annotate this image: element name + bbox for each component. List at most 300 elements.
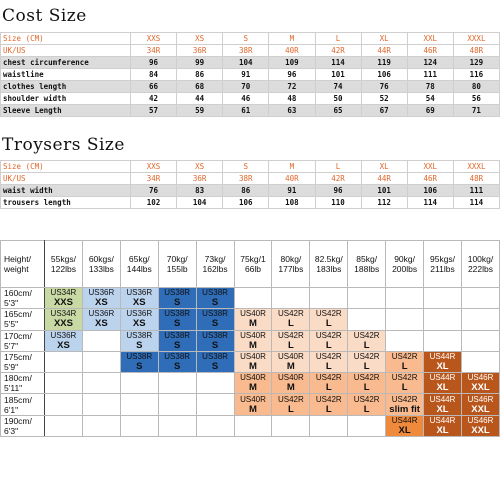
letter-size: L	[363, 361, 370, 373]
height-weight-size-chart	[0, 240, 500, 437]
us-size: US38R	[164, 288, 191, 298]
letter-size: M	[249, 403, 257, 415]
letter-size: XL	[436, 424, 449, 436]
height-row	[1, 330, 500, 351]
size-cell	[82, 351, 120, 372]
letter-size: L	[325, 361, 332, 373]
us-size: US36R	[50, 330, 77, 340]
cost-measure-value: 57	[131, 105, 177, 117]
weight-label: 75kg/1	[240, 254, 266, 264]
weight-label: 60kgs/	[88, 254, 114, 264]
size-cell	[82, 309, 120, 330]
size-cell	[45, 288, 83, 309]
height-label-line: 185cm/	[4, 394, 32, 405]
us-size: US40R	[240, 330, 266, 340]
cost-ukus-row-cell: 44R	[361, 45, 407, 57]
size-cell	[196, 288, 234, 309]
size-cell	[234, 309, 272, 330]
cost-ukus-row-cell: 40R	[269, 45, 315, 57]
size-cell	[120, 351, 158, 372]
trousers-measure-value: 104	[177, 197, 223, 209]
size-cell	[424, 415, 462, 436]
trousers-ukus-row-cell: 48R	[453, 173, 499, 185]
size-cell	[196, 415, 234, 436]
letter-size: XS	[132, 318, 146, 330]
us-size: US40R	[240, 373, 266, 383]
trousers-measure-label: trousers length	[1, 197, 131, 209]
weight-column-header	[234, 241, 272, 288]
weight-label: 90kg/	[394, 254, 415, 264]
letter-size: M	[249, 339, 257, 351]
size-cell	[386, 351, 424, 372]
letter-size: XXS	[53, 318, 73, 330]
trousers-measure-row	[1, 197, 500, 209]
us-size: US44R	[391, 415, 418, 425]
cost-measure-value: 71	[453, 105, 499, 117]
letter-size: L	[363, 382, 370, 394]
trousers-ukus-row	[1, 173, 500, 185]
size-cell	[120, 330, 158, 351]
us-size: US40R	[240, 352, 266, 362]
height-label-line: 5'11"	[4, 383, 23, 394]
size-cell	[120, 309, 158, 330]
weight-label: 85kg/	[356, 254, 378, 264]
us-size: US42R	[391, 373, 418, 383]
size-cell	[424, 330, 462, 351]
cost-measure-value: 116	[453, 69, 499, 81]
cost-measure-label: chest circumference	[1, 57, 131, 69]
cost-ukus-row-cell: 42R	[315, 45, 361, 57]
letter-size: L	[363, 339, 370, 351]
us-size: US38R	[164, 352, 191, 362]
letter-size: L	[325, 339, 332, 351]
trousers-ukus-row-cell: 40R	[269, 173, 315, 185]
trousers-measure-value: 102	[131, 197, 177, 209]
trousers-measure-value: 91	[269, 185, 315, 197]
height-label	[1, 394, 45, 415]
trousers-size-row-cell: L	[315, 161, 361, 173]
size-cell	[461, 330, 499, 351]
us-size: US36R	[88, 309, 115, 319]
us-size: US40R	[240, 309, 266, 319]
size-cell	[461, 288, 499, 309]
us-size: US38R	[202, 309, 228, 319]
letter-size: S	[211, 361, 219, 373]
size-cell	[310, 309, 348, 330]
weight-column-header	[348, 241, 386, 288]
cost-measure-value: 68	[177, 81, 223, 93]
us-size: US38R	[126, 330, 153, 340]
height-label	[1, 415, 45, 436]
letter-size: M	[249, 318, 257, 330]
size-cell	[386, 415, 424, 436]
letter-size: XXS	[53, 297, 73, 309]
size-cell	[82, 394, 120, 415]
letter-size: M	[249, 382, 257, 394]
size-cell	[120, 288, 158, 309]
trousers-ukus-row-cell: 36R	[177, 173, 223, 185]
letter-size: M	[249, 361, 257, 373]
cost-measure-value: 111	[407, 69, 453, 81]
size-cell	[158, 330, 196, 351]
letter-size: L	[325, 318, 332, 330]
weight-label: 188lbs	[354, 264, 380, 274]
trousers-measure-value: 76	[131, 185, 177, 197]
us-size: US34R	[50, 288, 77, 298]
height-weight-corner	[1, 241, 45, 288]
trousers-size-table	[0, 160, 500, 209]
cost-size-row-cell: L	[315, 33, 361, 45]
size-cell	[82, 288, 120, 309]
size-cell	[158, 373, 196, 394]
size-cell	[234, 351, 272, 372]
cost-ukus-row-cell: 36R	[177, 45, 223, 57]
weight-label: 100kg/	[467, 254, 494, 264]
trousers-measure-value: 114	[453, 197, 499, 209]
corner-label: Height/	[4, 254, 31, 264]
us-size: US44R	[429, 373, 456, 383]
us-size: US38R	[164, 309, 191, 319]
weight-label: 183lbs	[316, 264, 342, 274]
weight-column-header	[82, 241, 120, 288]
us-size: US42R	[353, 373, 380, 383]
size-cell	[424, 373, 462, 394]
size-cell	[310, 373, 348, 394]
us-size: US42R	[391, 352, 418, 362]
cost-measure-row	[1, 105, 500, 117]
trousers-measure-value: 112	[361, 197, 407, 209]
letter-size: L	[287, 318, 294, 330]
trousers-size-row-cell: XXXL	[453, 161, 499, 173]
letter-size: XXL	[471, 424, 490, 436]
size-cell	[424, 288, 462, 309]
height-label-line: 5'3"	[4, 298, 19, 309]
size-cell	[272, 351, 310, 372]
height-label-line: 175cm/	[4, 352, 32, 363]
height-row	[1, 288, 500, 309]
height-label-line: 5'9"	[4, 362, 19, 373]
us-size: US34R	[50, 309, 77, 319]
us-size: US42R	[353, 352, 380, 362]
trousers-size-row-cell: M	[269, 161, 315, 173]
corner-label: weight	[4, 264, 29, 274]
cost-measure-value: 66	[131, 81, 177, 93]
weight-label: 73kg/	[204, 254, 226, 264]
cost-size-row-cell: XXL	[407, 33, 453, 45]
size-cell	[461, 394, 499, 415]
cost-ukus-row-label: UK/US	[1, 45, 131, 57]
letter-size: XS	[95, 297, 108, 309]
height-label	[1, 351, 45, 372]
trousers-measure-value: 108	[269, 197, 315, 209]
cost-measure-row	[1, 69, 500, 81]
trousers-ukus-row-cell: 34R	[131, 173, 177, 185]
cost-size-row-cell: M	[269, 33, 315, 45]
weight-label: 82.5kg/	[314, 254, 343, 264]
trousers-size-row-cell: XXS	[131, 161, 177, 173]
cost-measure-value: 129	[453, 57, 499, 69]
letter-size: L	[363, 403, 370, 415]
cost-measure-value: 63	[269, 105, 315, 117]
cost-measure-value: 86	[177, 69, 223, 81]
size-cell	[424, 394, 462, 415]
letter-size: L	[401, 382, 408, 394]
us-size: US36R	[126, 288, 153, 298]
size-cell	[196, 309, 234, 330]
size-cell	[386, 394, 424, 415]
us-size: US42R	[391, 394, 418, 404]
cost-measure-value: 84	[131, 69, 177, 81]
cost-measure-value: 80	[453, 81, 499, 93]
cost-measure-value: 74	[315, 81, 361, 93]
trousers-size-row-cell: XL	[361, 161, 407, 173]
letter-size: L	[401, 361, 408, 373]
us-size: US44R	[429, 394, 456, 404]
height-label-line: 190cm/	[4, 415, 32, 426]
letter-size: S	[136, 339, 143, 351]
cost-size-title: Cost Size	[2, 6, 87, 26]
size-cell	[461, 373, 499, 394]
letter-size: S	[174, 339, 181, 351]
cost-measure-value: 106	[361, 69, 407, 81]
cost-measure-value: 50	[315, 93, 361, 105]
cost-measure-value: 59	[177, 105, 223, 117]
size-cell	[461, 415, 499, 436]
size-cell	[272, 415, 310, 436]
size-cell	[234, 373, 272, 394]
letter-size: S	[211, 297, 219, 309]
size-cell	[272, 394, 310, 415]
us-size: US42R	[315, 330, 342, 340]
us-size: US36R	[88, 288, 115, 298]
height-label	[1, 373, 45, 394]
cost-measure-value: 114	[315, 57, 361, 69]
trousers-measure-value: 114	[407, 197, 453, 209]
us-size: US36R	[126, 309, 153, 319]
cost-measure-value: 44	[177, 93, 223, 105]
size-cell	[310, 394, 348, 415]
us-size: US40R	[277, 373, 304, 383]
weight-label: 144lbs	[126, 264, 152, 274]
cost-measure-value: 76	[361, 81, 407, 93]
size-cell	[196, 330, 234, 351]
trousers-ukus-row-cell: 46R	[407, 173, 453, 185]
us-size: US42R	[353, 394, 380, 404]
trousers-size-row-cell: S	[223, 161, 269, 173]
cost-ukus-row-cell: 38R	[223, 45, 269, 57]
cost-size-row-cell: XS	[177, 33, 223, 45]
letter-size: XXL	[471, 403, 490, 415]
height-label	[1, 288, 45, 309]
trousers-measure-value: 83	[177, 185, 223, 197]
cost-size-row-cell: S	[223, 33, 269, 45]
trousers-measure-value: 111	[453, 185, 499, 197]
weight-header-row	[1, 241, 500, 288]
cost-measure-label: shoulder width	[1, 93, 131, 105]
letter-size: S	[211, 318, 219, 330]
size-cell	[272, 330, 310, 351]
size-cell	[424, 309, 462, 330]
weight-column-header	[158, 241, 196, 288]
cost-measure-value: 48	[269, 93, 315, 105]
weight-label: 133lbs	[88, 264, 114, 274]
height-label	[1, 309, 45, 330]
trousers-measure-value: 96	[315, 185, 361, 197]
size-cell	[234, 288, 272, 309]
trousers-measure-value: 101	[361, 185, 407, 197]
trousers-measure-value: 106	[223, 197, 269, 209]
us-size: US42R	[277, 394, 304, 404]
size-cell	[196, 373, 234, 394]
size-cell	[196, 351, 234, 372]
cost-size-row-label: Size (CM)	[1, 33, 131, 45]
cost-ukus-row-cell: 48R	[453, 45, 499, 57]
size-cell	[348, 309, 386, 330]
weight-column-header	[461, 241, 499, 288]
size-cell	[348, 351, 386, 372]
weight-label: 162lbs	[202, 264, 228, 274]
size-cell	[272, 309, 310, 330]
weight-label: 55kgs/	[50, 254, 76, 264]
size-cell	[196, 394, 234, 415]
size-cell	[234, 394, 272, 415]
size-cell	[120, 394, 158, 415]
size-cell	[272, 373, 310, 394]
us-size: US42R	[315, 309, 342, 319]
letter-size: L	[325, 403, 332, 415]
us-size: US42R	[353, 330, 380, 340]
trousers-ukus-row-cell: 38R	[223, 173, 269, 185]
cost-measure-row	[1, 81, 500, 93]
letter-size: S	[174, 318, 181, 330]
cost-ukus-row-cell: 46R	[407, 45, 453, 57]
us-size: US46R	[467, 394, 494, 404]
letter-size: XXL	[471, 382, 490, 394]
height-label-line: 165cm/	[4, 309, 32, 320]
us-size: US38R	[126, 352, 153, 362]
size-cell	[348, 288, 386, 309]
cost-measure-value: 124	[407, 57, 453, 69]
weight-column-header	[120, 241, 158, 288]
cost-measure-label: Sleeve Length	[1, 105, 131, 117]
letter-size: L	[287, 339, 294, 351]
trousers-measure-row	[1, 185, 500, 197]
height-label-line: 5'7"	[4, 340, 19, 351]
weight-label: 155lb	[166, 264, 188, 274]
cost-measure-value: 96	[131, 57, 177, 69]
cost-measure-value: 65	[315, 105, 361, 117]
size-cell	[45, 351, 83, 372]
weight-label: 177lbs	[278, 264, 304, 274]
size-cell	[348, 330, 386, 351]
cost-measure-value: 119	[361, 57, 407, 69]
cost-measure-value: 46	[223, 93, 269, 105]
cost-measure-value: 91	[223, 69, 269, 81]
letter-size: XL	[398, 424, 411, 436]
weight-label: 95kgs/	[429, 254, 456, 264]
size-cell	[45, 394, 83, 415]
height-label-line: 5'5"	[4, 319, 19, 330]
weight-label: 65kg/	[128, 254, 150, 264]
trousers-ukus-row-cell: 42R	[315, 173, 361, 185]
height-label-line: 180cm/	[4, 373, 32, 384]
cost-size-row-cell: XXS	[131, 33, 177, 45]
letter-size: S	[174, 361, 181, 373]
trousers-size-row-label: Size (CM)	[1, 161, 131, 173]
letter-size: L	[325, 382, 332, 394]
weight-column-header	[424, 241, 462, 288]
size-cell	[348, 415, 386, 436]
us-size: US42R	[315, 373, 342, 383]
size-cell	[45, 309, 83, 330]
weight-label: 80kg/	[280, 254, 302, 264]
size-cell	[234, 330, 272, 351]
weight-column-header	[45, 241, 83, 288]
us-size: US42R	[315, 352, 342, 362]
size-cell	[348, 394, 386, 415]
height-row	[1, 351, 500, 372]
letter-size: XL	[436, 361, 449, 373]
size-cell	[82, 415, 120, 436]
cost-measure-value: 54	[407, 93, 453, 105]
trousers-measure-value: 86	[223, 185, 269, 197]
height-label-line: 6'3"	[4, 425, 19, 436]
us-size: US38R	[164, 330, 191, 340]
size-cell	[424, 351, 462, 372]
size-cell	[461, 309, 499, 330]
cost-measure-value: 109	[269, 57, 315, 69]
us-size: US38R	[202, 288, 228, 298]
letter-size: M	[286, 361, 295, 373]
cost-measure-value: 72	[269, 81, 315, 93]
letter-size: XS	[57, 339, 70, 351]
size-cell	[386, 330, 424, 351]
weight-column-header	[196, 241, 234, 288]
weight-label: 66lb	[244, 264, 262, 274]
cost-measure-value: 42	[131, 93, 177, 105]
height-label-line: 170cm/	[4, 330, 32, 341]
letter-size: XL	[436, 382, 449, 394]
height-row	[1, 373, 500, 394]
us-size: US42R	[277, 309, 304, 319]
size-cell	[158, 309, 196, 330]
weight-label: 222lbs	[467, 264, 494, 274]
trousers-size-row-cell: XXL	[407, 161, 453, 173]
size-cell	[386, 309, 424, 330]
size-cell	[310, 415, 348, 436]
size-cell	[234, 415, 272, 436]
size-cell	[386, 288, 424, 309]
cost-measure-value: 70	[223, 81, 269, 93]
letter-size: M	[286, 382, 295, 394]
cost-size-table	[0, 32, 500, 117]
letter-size: S	[174, 297, 181, 309]
cost-measure-row	[1, 57, 500, 69]
letter-size: S	[136, 361, 143, 373]
trousers-measure-value: 106	[407, 185, 453, 197]
letter-size: XL	[436, 403, 449, 415]
us-size: US40R	[240, 394, 266, 404]
cost-size-row-cell: XXXL	[453, 33, 499, 45]
weight-label: 211lbs	[430, 264, 455, 274]
size-cell	[158, 288, 196, 309]
cost-size-row-cell: XL	[361, 33, 407, 45]
letter-size: XS	[95, 318, 108, 330]
cost-measure-value: 101	[315, 69, 361, 81]
letter-size: slim fit	[389, 403, 420, 415]
us-size: US44R	[429, 352, 456, 362]
cost-measure-value: 78	[407, 81, 453, 93]
